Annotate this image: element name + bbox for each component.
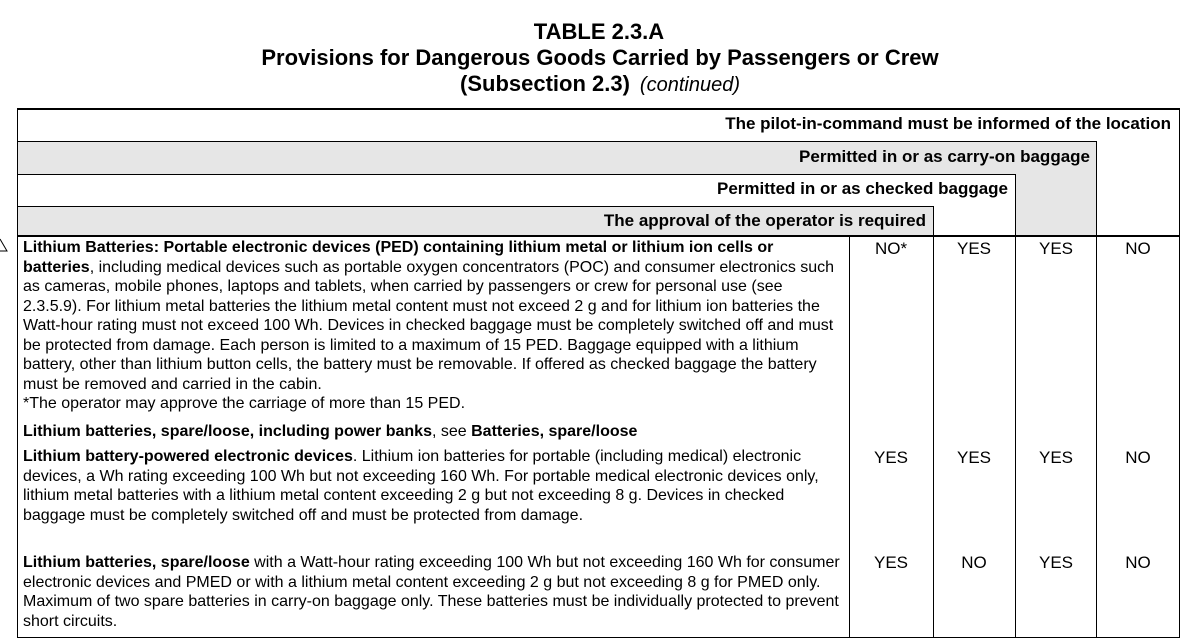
header-carry-on-column-shade [1015,174,1096,236]
row-description: , including medical devices such as portable oxygen concentrators (POC) and consumer electronics such as cameras, mobile phones, laptops and tablets, when carried by passengers or crew for personal use (see 2.3.5.9). For lithium metal batteries the lithium metal content must not exceed 2 g and for lithium ion batteries the Watt-hour rating must not exceed 100 Wh. Devices in checked baggage must be completely switched off and must be protected from damage. Each person is limited to a maximum of 15 PED. Baggage equipped with a lithium battery, other than lithium button cells, the battery must be removable. If offered as checked baggage the battery must be removed and carried in the cabin. [23,258,835,393]
cross-reference-link[interactable]: Batteries, spare/loose [471,423,638,440]
cell-pilot: NO [1125,553,1151,572]
row-heading: Lithium batteries, spare/loose, including power banks [23,423,432,440]
header-carry-on-label: Permitted in or as carry-on baggage [799,147,1090,166]
subsection-ref: (Subsection 2.3) [460,71,630,96]
header-checked-right-line [1015,174,1016,638]
header-carry-on-right-line [1096,141,1097,638]
table-title-block [0,18,1200,98]
description-column-right-line [849,236,850,638]
table-row-spare-loose-160wh [23,553,843,631]
table-number: TABLE 2.3.A [533,19,665,44]
row-heading: Lithium batteries, spare/loose [23,554,250,571]
header-carry-on-top-line [17,141,1097,142]
cell-checked: YES [956,448,992,467]
cell-approval: YES [873,553,909,572]
header-checked-label: Permitted in or as checked baggage [717,179,1008,198]
header-approval-right-line [933,206,934,638]
header-pilot-label: The pilot-in-command must be informed of the location [725,114,1171,133]
triangle-change-marker-icon [0,238,8,255]
cell-carry-on: YES [1038,553,1074,572]
header-bottom-line [17,235,1180,237]
cell-pilot: NO [1125,239,1151,258]
row-footnote: *The operator may approve the carriage of more than 15 PED. [23,395,466,412]
table-subtitle [0,71,1200,98]
row-description: . Lithium ion batteries for portable (including medical) electronic devices, a Wh rating exceeding 100 Wh but not exceeding 160 Wh. For portable medical electronic devices only, lithium metal batteries with a lithium metal content exceeding 2 g but not exceeding 8 g. Devices in checked baggage must be completely switched off and must be protected from damage. [23,448,819,524]
cell-checked: YES [956,239,992,258]
header-approval-top-line [17,206,934,207]
table-row-ped [23,238,843,414]
table-row-spare-loose-ref [23,422,843,442]
header-checked-top-line [17,174,1015,175]
table-title: Provisions for Dangerous Goods Carried by Passengers or Crew [261,45,939,70]
cell-carry-on: YES [1038,448,1074,467]
header-checked-column-shade [934,207,1015,236]
table-row-battery-powered-devices [23,447,843,525]
cell-approval: YES [873,448,909,467]
row-description: , see [431,423,472,440]
cell-approval: NO* [874,239,908,258]
header-approval-label: The approval of the operator is required [603,211,926,230]
row-heading: Lithium Batteries: Portable electronic devices (PED) containing lithium metal or lithium ion cells or batteries [23,239,774,276]
cell-checked: NO [961,553,987,572]
cell-carry-on: YES [1038,239,1074,258]
row-heading: Lithium battery-powered electronic devices [23,448,353,465]
cell-pilot: NO [1125,448,1151,467]
row-description: with a Watt-hour rating exceeding 100 Wh but not exceeding 160 Wh for consumer electronic devices and PMED or with a lithium metal content exceeding 2 g but not exceeding 8 g for PMED only. Maximum of two spare batteries in carry-on baggage only. These batteries must be individually protected to prevent short circuits. [23,554,840,630]
continued-note: (continued) [639,74,740,96]
